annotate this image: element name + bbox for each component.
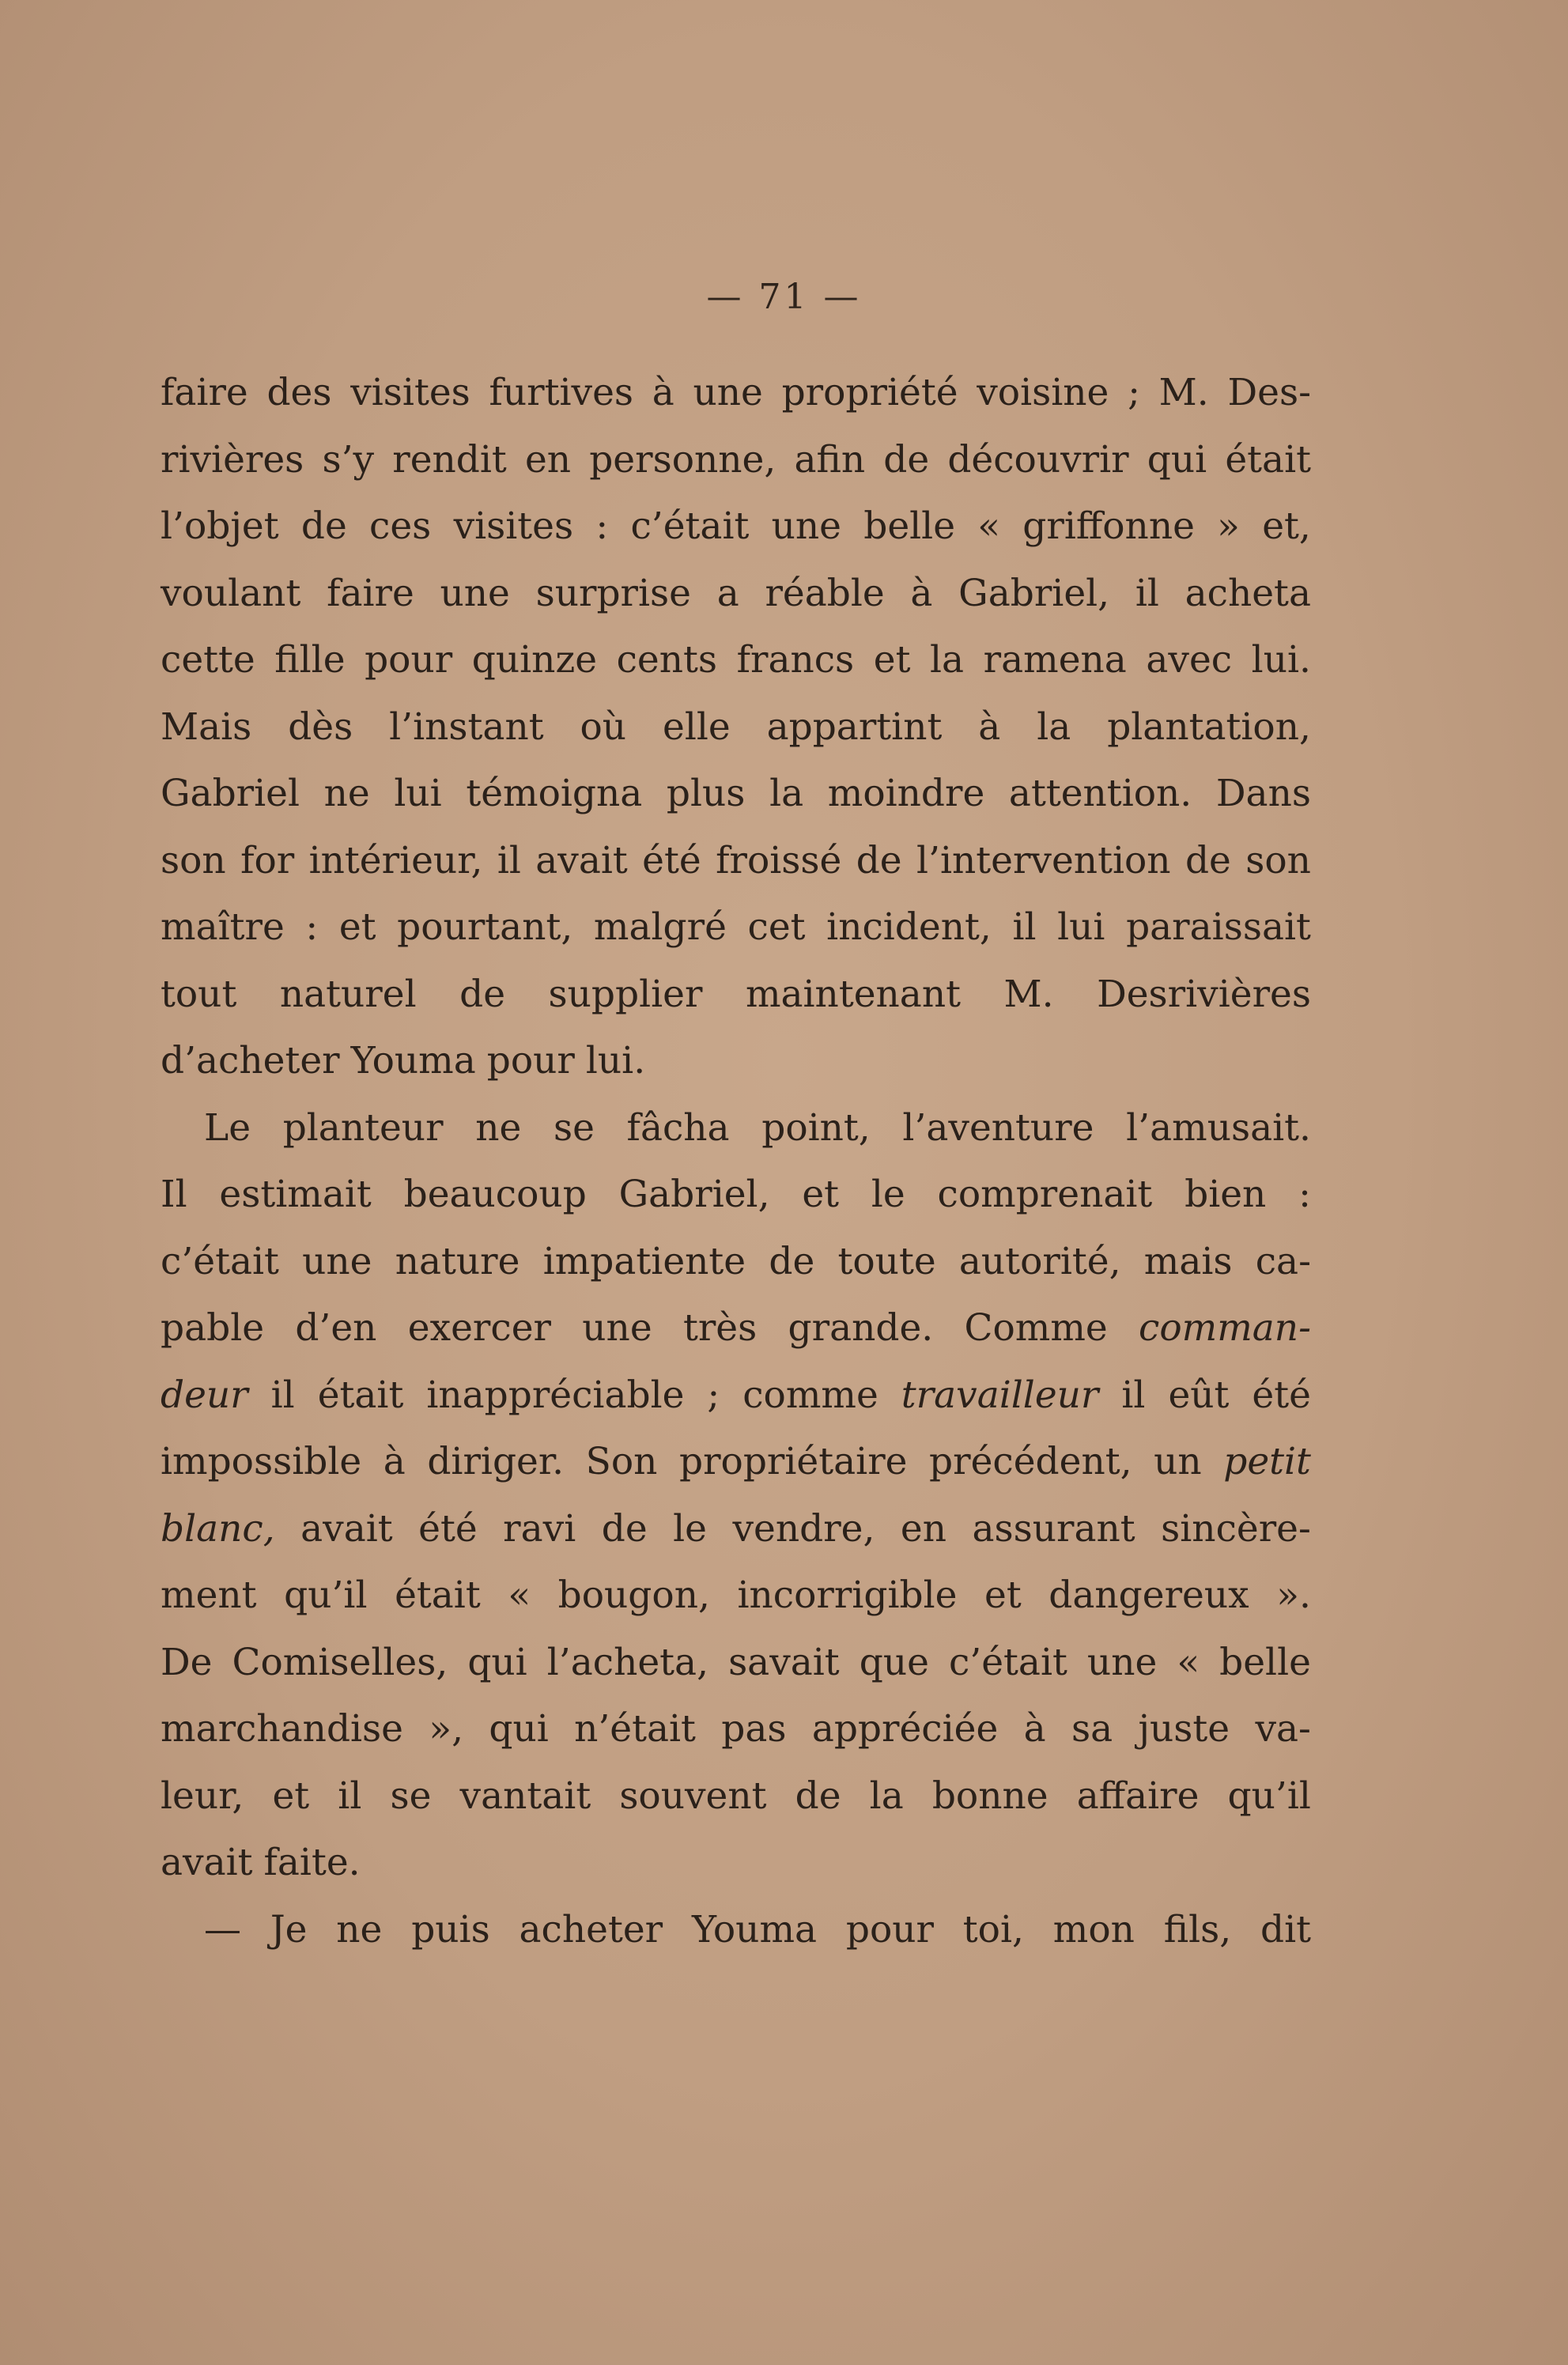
text-line: faire des visites furtives à une propriété voisine ; M. Des- [161, 371, 1311, 414]
text-line: Mais dès l’instant où elle appartint à la plantation, [161, 705, 1311, 749]
text-line: leur, et il se vantait souvent de la bonne affaire qu’il [161, 1774, 1311, 1818]
text-line: tout naturel de supplier maintenant M. Desrivières [161, 972, 1311, 1016]
text-line: son for intérieur, il avait été froissé de l’intervention de son [161, 838, 1311, 882]
text-line: marchandise », qui n’était pas appréciée à sa juste va- [161, 1707, 1311, 1751]
text-line: Le planteur ne se fâcha point, l’aventure l’amusait. [204, 1105, 1311, 1150]
text-line: avait faite. [161, 1841, 361, 1884]
text-line: pable d’en exercer une très grande. Comme comman- [161, 1306, 1311, 1350]
text-line: Il estimait beaucoup Gabriel, et le comprenait bien : [161, 1173, 1311, 1216]
text-line: voulant faire une surprise a réable à Gabriel, il acheta [161, 571, 1311, 615]
text-line: Gabriel ne lui témoigna plus la moindre attention. Dans [161, 772, 1311, 815]
text-line: cette fille pour quinze cents francs et la ramena avec lui. [161, 638, 1311, 682]
text-line: l’objet de ces visites : c’était une belle « griffonne » et, [161, 504, 1311, 548]
body-text [161, 360, 1311, 1963]
text-line: blanc, avait été ravi de le vendre, en assurant sincère- [161, 1506, 1311, 1551]
text-line: d’acheter Youma pour lui. [161, 1039, 646, 1082]
text-line: ment qu’il était « bougon, incorrigible et dangereux ». [161, 1574, 1311, 1617]
text-line: De Comiselles, qui l’acheta, savait que c’était une « belle [161, 1640, 1311, 1684]
text-line: rivières s’y rendit en personne, afin de découvrir qui était [161, 437, 1311, 482]
text-line: deur il était inappréciable ; comme travailleur il eût été [161, 1373, 1311, 1417]
text-line: impossible à diriger. Son propriétaire précédent, un petit [161, 1440, 1311, 1483]
text-line: c’était une nature impatiente de toute autorité, mais ca- [161, 1239, 1311, 1283]
page-number: — 71 — [706, 277, 862, 317]
text-line: — Je ne puis acheter Youma pour toi, mon fils, dit [204, 1907, 1311, 1951]
text-line: maître : et pourtant, malgré cet incident, il lui paraissait [161, 905, 1311, 949]
